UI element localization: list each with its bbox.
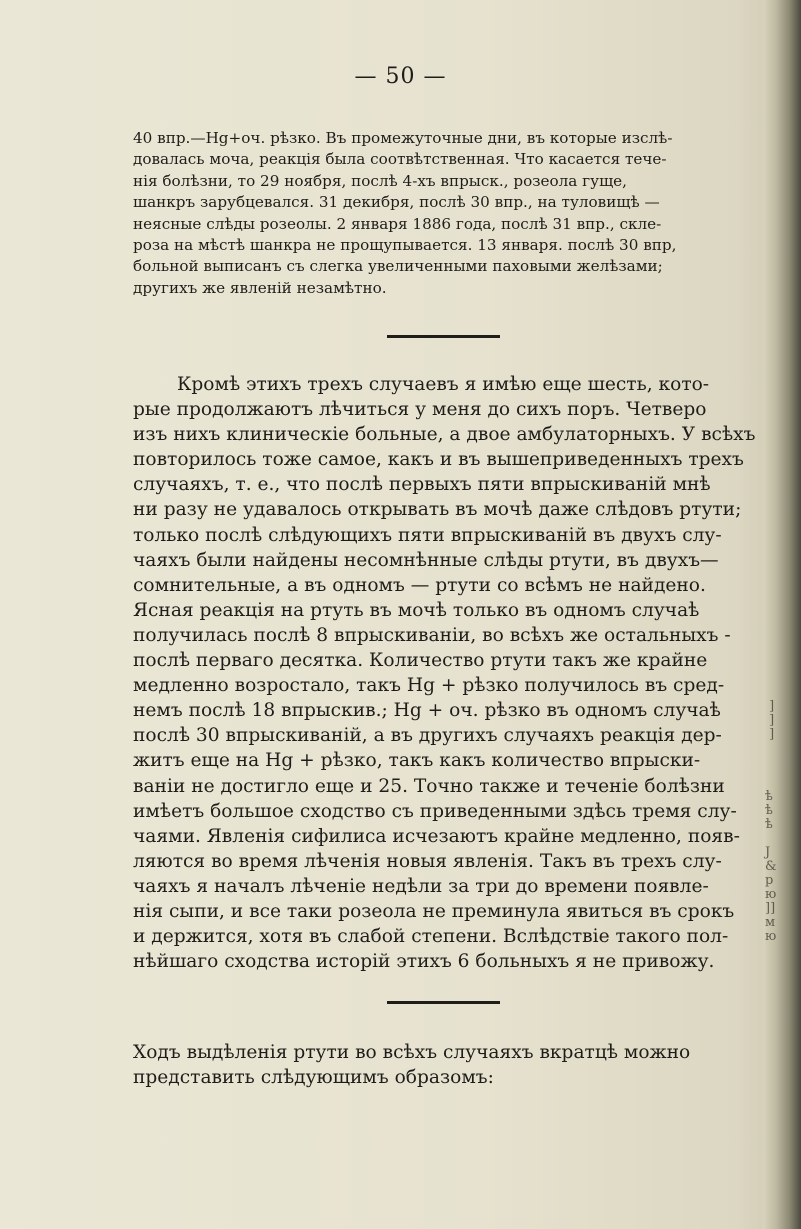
text-line: послѣ 30 впрыскиваній, а въ другихъ случаяхъ реакція дер- [133, 725, 722, 747]
text-line: ваніи не достигло еще и 25. Точно также и теченіе болѣзни [133, 775, 725, 797]
text-line: 40 впр.—Hg+оч. рѣзко. Въ промежуточные дни, въ которые изслѣ- [133, 129, 673, 147]
page-spine-shadow [763, 0, 801, 1229]
text-line: довалась моча, реакція была соотвѣтственная. Что касается тече- [133, 150, 667, 169]
text-line: роза на мѣстѣ шанкра не прощупывается. 13 января. послѣ 30 впр, [133, 236, 677, 255]
text-line: и держится, хотя въ слабой степени. Вслѣдствіе такого пол- [133, 926, 729, 948]
section-divider [387, 1001, 500, 1004]
case-continuation-paragraph [133, 128, 768, 299]
text-line: больной выписанъ съ слегка увеличенными паховыми желѣзами; [133, 257, 663, 276]
text-line: случаяхъ, т. е., что послѣ первыхъ пяти впрыскиваній мнѣ [133, 474, 711, 496]
text-line: только послѣ слѣдующихъ пяти впрыскиваній въ двухъ слу- [133, 524, 722, 546]
text-line: ни разу не удавалось открывать въ мочѣ даже слѣдовъ ртути; [133, 499, 742, 521]
text-line: сомнительные, а въ одномъ — ртути со всѣмъ не найдено. [133, 574, 706, 596]
text-line: Ходъ выдѣленія ртути во всѣхъ случаяхъ вкратцѣ можно [133, 1042, 691, 1063]
text-line: чаяхъ я началъ лѣченіе недѣли за три до времени появле- [133, 875, 709, 897]
text-line: нія болѣзни, то 29 ноября, послѣ 4-хъ впрыск., розеола гуще, [133, 171, 628, 190]
text-line: житъ еще на Hg + рѣзко, такъ какъ количество впрыски- [133, 750, 701, 772]
text-line: рые продолжаютъ лѣчиться у меня до сихъ поръ. Четверо [133, 399, 707, 421]
text-line: чаями. Явленія сифилиса исчезаютъ крайне медленно, появ- [133, 825, 740, 847]
text-line: шанкръ зарубцевался. 31 декибря, послѣ 30 впр., на туловищѣ — [133, 193, 660, 212]
text-line: получилась послѣ 8 впрыскиваніи, во всѣхъ же остальныхъ - [133, 624, 731, 646]
text-line: имѣетъ большое сходство съ приведенными здѣсь тремя слу- [133, 800, 737, 822]
text-line: нія сыпи, и все таки розеола не преминула явиться въ срокъ [133, 900, 735, 922]
main-paragraph [133, 372, 768, 974]
page-number: — 50 — [354, 64, 447, 89]
text-line: Кромѣ этихъ трехъ случаевъ я имѣю еще шесть, кото- [177, 374, 710, 395]
text-line: чаяхъ были найдены несомнѣнные слѣды ртути, въ двухъ— [133, 549, 719, 571]
text-line: нѣйшаго сходства исторій этихъ 6 больныхъ я не привожу. [133, 951, 715, 973]
text-line: неясные слѣды розеолы. 2 января 1886 года, послѣ 31 впр., скле- [133, 214, 662, 233]
text-line: медленно возростало, такъ Hg + рѣзко получилось въ сред- [133, 675, 725, 697]
text-line: Ясная реакція на ртуть въ мочѣ только въ одномъ случаѣ [133, 599, 700, 621]
text-line: немъ послѣ 18 впрыскив.; Hg + оч. рѣзко въ одномъ случаѣ [133, 700, 721, 722]
text-line: изъ нихъ клиническіе больные, а двое амбулаторныхъ. У всѣхъ [133, 424, 756, 446]
text-line: ляются во время лѣченія новыя явленія. Такъ въ трехъ слу- [133, 850, 722, 872]
text-line: послѣ перваго десятка. Количество ртути такъ же крайне [133, 650, 708, 672]
section-divider [387, 335, 500, 338]
text-line: повторилось тоже самое, какъ и въ вышеприведенныхъ трехъ [133, 449, 744, 471]
closing-paragraph [133, 1040, 768, 1090]
text-line: другихъ же явленій незамѣтно. [133, 278, 387, 297]
bleed-through-marks: ] ] ] [765, 699, 775, 742]
text-line: представить слѣдующимъ образомъ: [133, 1067, 494, 1089]
bleed-through-marks-lower: ѣ ѣ ѣ Ј & р ю ]] м ю [765, 789, 777, 944]
